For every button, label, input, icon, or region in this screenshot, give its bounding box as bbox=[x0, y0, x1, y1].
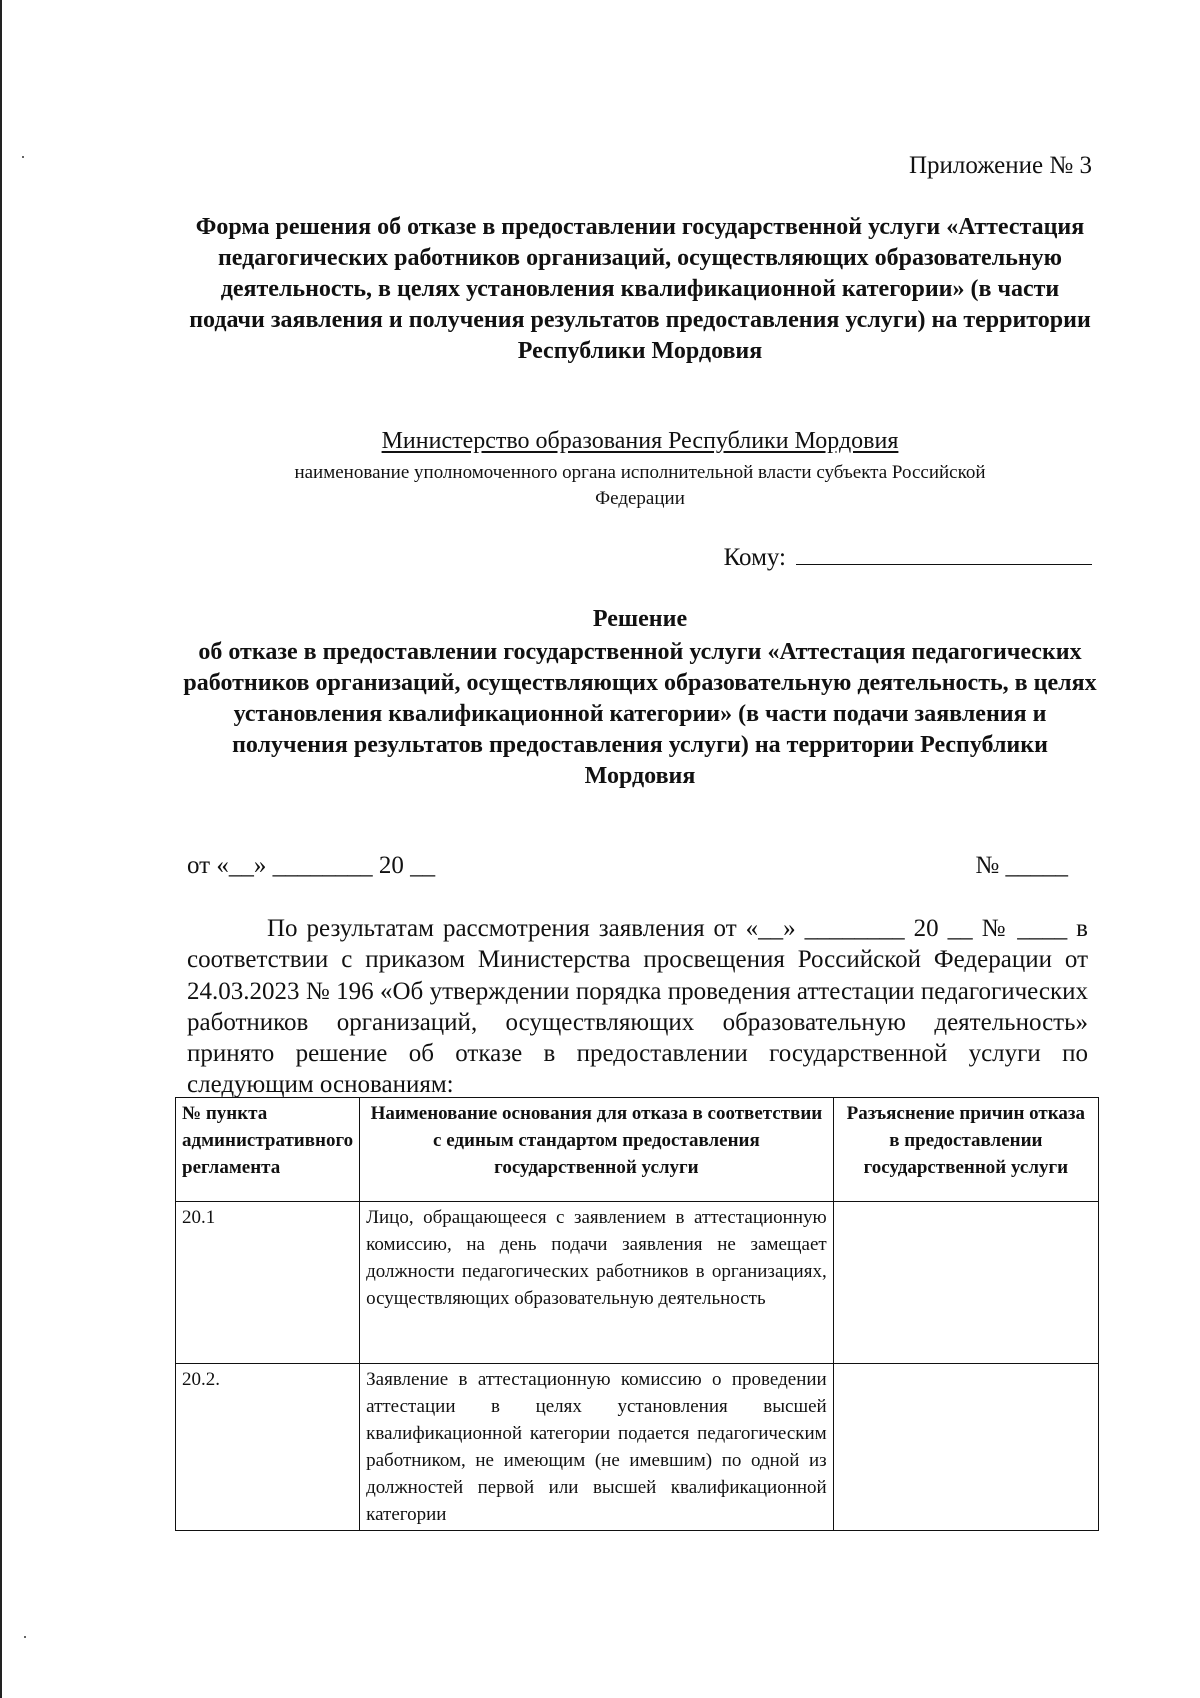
decision-subtitle: об отказе в предоставлении государственной услуги «Аттестация педагогических работников организаций, осуществляющих образовательную деятельность, в целях установления квалификационной категории» (в части подачи заявления и получения результатов предоставления услуги) на территории Республики Мордовия bbox=[183, 639, 1097, 789]
cell-reason: Лицо, обращающееся с заявлением в аттестационную комиссию, на день подачи заявления не замещает должности педагогических работников в организациях, осуществляющих образовательную деятельность bbox=[360, 1202, 834, 1364]
cell-explanation bbox=[833, 1202, 1098, 1364]
cell-explanation bbox=[833, 1364, 1098, 1531]
appendix-label: Приложение № 3 bbox=[908, 152, 1092, 179]
header-explanation: Разъяснение причин отказа в предоставлении государственной услуги bbox=[833, 1098, 1098, 1202]
decision-heading: Решение bbox=[592, 606, 688, 632]
cell-item-number: 20.1 bbox=[176, 1202, 360, 1364]
cell-item-number: 20.2. bbox=[176, 1364, 360, 1531]
decision-number: № _____ bbox=[975, 852, 1068, 879]
scan-speck bbox=[24, 1636, 26, 1638]
authority-name: Министерство образования Республики Мордовия bbox=[381, 428, 899, 454]
reasons-table bbox=[175, 1097, 1099, 1531]
recipient-blank bbox=[796, 544, 1092, 565]
decision-date: от «__» ________ 20 __ bbox=[187, 852, 436, 879]
table-row bbox=[176, 1364, 1099, 1531]
cell-reason: Заявление в аттестационную комиссию о проведении аттестации в целях установления высшей квалификационной категории подается педагогическим работником, не имеющим (не имевшим) по одной из должностей первой или высшей квалификационной категории bbox=[360, 1364, 834, 1531]
recipient-label: Кому: bbox=[723, 544, 786, 571]
authority-caption: наименование уполномоченного органа исполнительной власти субъекта Российской Федерации bbox=[294, 462, 986, 509]
table-row bbox=[176, 1202, 1099, 1364]
scan-edge-line bbox=[0, 0, 2, 1698]
table-header-row bbox=[176, 1098, 1099, 1202]
scan-speck bbox=[22, 156, 24, 158]
header-item-number: № пункта административного регламента bbox=[176, 1098, 360, 1202]
form-title: Форма решения об отказе в предоставлении государственной услуги «Аттестация педагогических работников организаций, осуществляющих образовательную деятельность, в целях установления квалификационной категории» (в части подачи заявления и получения результатов предоставления услуги) на территории Республики Мордовия bbox=[189, 214, 1091, 364]
recipient-line bbox=[724, 544, 1092, 572]
header-reason-name: Наименование основания для отказа в соответствии с единым стандартом предоставления государственной услуги bbox=[360, 1098, 834, 1202]
body-paragraph: По результатам рассмотрения заявления от «__» ________ 20 __ № ____ в соответствии с приказом Министерства просвещения Российской Федерации от 24.03.2023 № 196 «Об утверждении порядка проведения аттестации педагогических работников организаций, осуществляющих образовательную деятельность» принято решение об отказе в предоставлении государственной услуги по следующим основаниям: bbox=[187, 915, 1088, 1099]
